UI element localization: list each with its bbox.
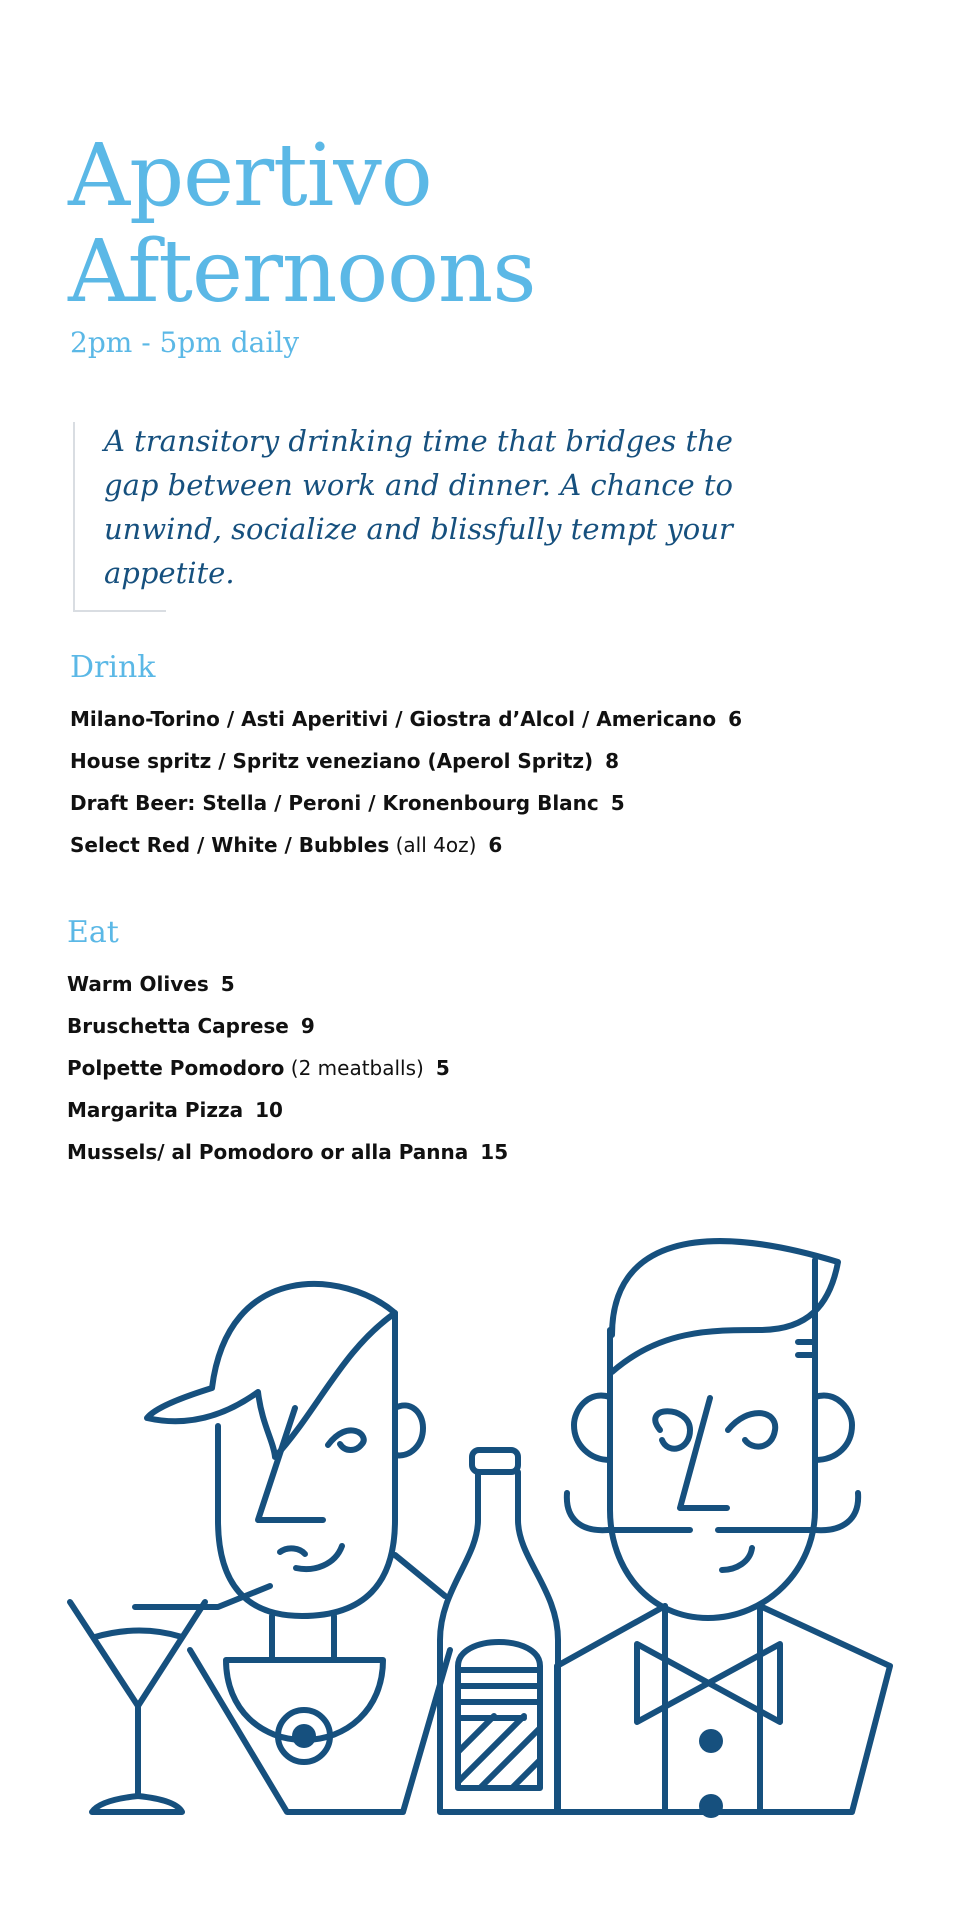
drink-section-title: Drink xyxy=(70,650,156,685)
man-figure-icon xyxy=(557,1241,890,1818)
item-note: (2 meatballs) xyxy=(284,1056,424,1080)
list-item xyxy=(70,782,742,824)
eat-section-title: Eat xyxy=(67,915,119,950)
woman-figure-icon xyxy=(135,1284,450,1812)
item-name: Warm Olives xyxy=(67,972,209,996)
list-item xyxy=(67,1089,508,1131)
item-name: Bruschetta Caprese xyxy=(67,1014,289,1038)
wine-bottle-icon xyxy=(440,1450,558,1812)
item-name: Select Red / White / Bubbles xyxy=(70,833,390,857)
list-item xyxy=(67,1005,508,1047)
list-item xyxy=(70,740,742,782)
drink-list xyxy=(70,698,742,866)
intro-quote: A transitory drinking time that bridges the gap between work and dinner. A chance to unwind, socialize and blissfully tempt your appetite. xyxy=(104,424,733,590)
item-price: 15 xyxy=(480,1140,509,1164)
item-name: Milano-Torino / Asti Aperitivi / Giostra d’Alcol / Americano xyxy=(70,707,717,731)
item-price: 5 xyxy=(220,972,235,996)
item-name: House spritz / Spritz veneziano (Aperol Spritz) xyxy=(70,749,594,773)
item-price: 6 xyxy=(728,707,743,731)
list-item xyxy=(67,963,508,1005)
quote-rule-horizontal xyxy=(73,610,166,612)
item-price: 5 xyxy=(435,1056,450,1080)
bartenders-illustration xyxy=(0,1230,960,1830)
list-item xyxy=(70,698,742,740)
quote-rule-vertical xyxy=(73,422,75,612)
item-name: Draft Beer: Stella / Peroni / Kronenbourg Blanc xyxy=(70,791,599,815)
list-item xyxy=(70,824,742,866)
item-note: (all 4oz) xyxy=(389,833,477,857)
list-item xyxy=(67,1047,508,1089)
title-line-2: Afternoons xyxy=(68,222,536,322)
hours-subtitle: 2pm - 5pm daily xyxy=(70,326,300,359)
item-price: 9 xyxy=(300,1014,315,1038)
item-name: Mussels/ al Pomodoro or alla Panna xyxy=(67,1140,469,1164)
martini-glass-icon xyxy=(70,1602,205,1812)
item-price: 6 xyxy=(488,833,503,857)
list-item xyxy=(67,1131,508,1173)
page-title xyxy=(68,128,535,320)
item-price: 8 xyxy=(605,749,620,773)
eat-list xyxy=(67,963,508,1173)
item-price: 5 xyxy=(610,791,625,815)
item-price: 10 xyxy=(255,1098,283,1122)
item-name: Margarita Pizza xyxy=(67,1098,244,1122)
item-name: Polpette Pomodoro xyxy=(67,1056,285,1080)
title-line-1: Apertivo xyxy=(68,126,432,226)
